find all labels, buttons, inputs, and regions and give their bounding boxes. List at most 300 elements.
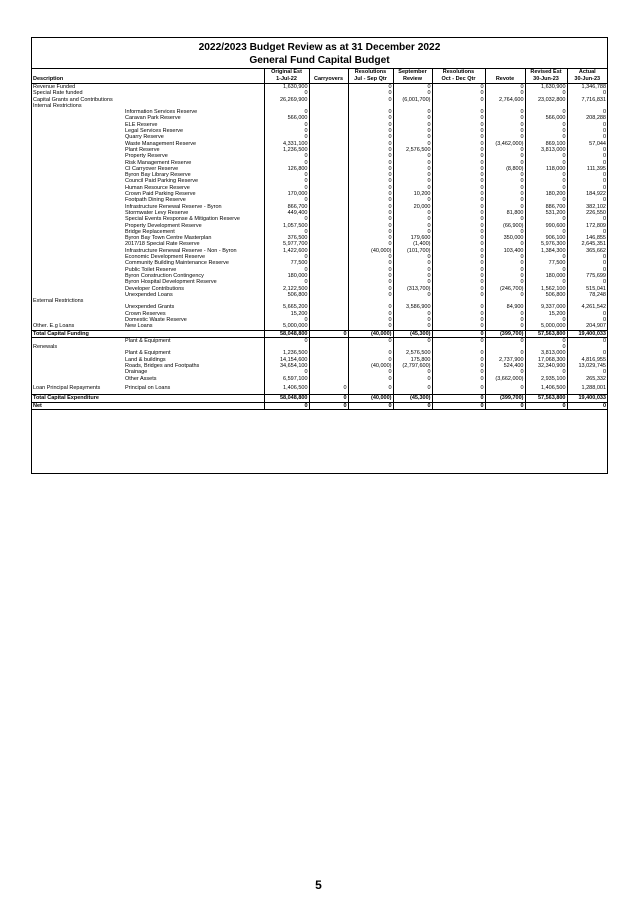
cell-value: 0 <box>567 337 607 344</box>
cell-value: 0 <box>393 369 432 375</box>
cell-value: 0 <box>432 279 485 285</box>
cell-value: 0 <box>567 350 607 356</box>
cell-value: 0 <box>348 369 393 375</box>
report-subtitle: General Fund Capital Budget <box>249 55 390 66</box>
cell-value: 0 <box>393 141 432 147</box>
cell-value: 0 <box>485 385 525 391</box>
cell-value: 103,400 <box>485 248 525 254</box>
cell-value: (40,000) <box>348 395 393 402</box>
cell-value: 0 <box>348 166 393 172</box>
cell-value: (45,300) <box>393 330 432 337</box>
cell-value: 0 <box>485 122 525 128</box>
cell-value: 0 <box>264 402 309 409</box>
cell-value: 0 <box>264 267 309 273</box>
cell-value: 0 <box>567 128 607 134</box>
row-category: Total Capital Funding <box>32 330 124 337</box>
cell-value: 0 <box>567 216 607 222</box>
cell-value: 0 <box>393 84 432 91</box>
row-label: Crown Paid Parking Reserve <box>125 191 196 198</box>
cell-value: 0 <box>264 128 309 134</box>
cell-value: 0 <box>525 128 567 134</box>
cell-value: 6,597,100 <box>264 376 309 382</box>
cell-value <box>309 84 348 91</box>
cell-value: 0 <box>432 395 485 402</box>
cell-value: 0 <box>525 229 567 235</box>
row-label: Plant & Equipment <box>125 350 171 357</box>
cell-value: 57,044 <box>567 141 607 147</box>
col-description-header: Description <box>32 76 124 84</box>
cell-value: 0 <box>525 197 567 203</box>
cell-value: 5,000,000 <box>525 323 567 330</box>
row-label: Information Services Reserve <box>125 109 198 116</box>
cell-value: 0 <box>567 122 607 128</box>
col-actual-header: Actual <box>567 69 607 77</box>
cell-value: 0 <box>432 254 485 260</box>
cell-value: 0 <box>348 197 393 203</box>
cell-value: 0 <box>485 147 525 153</box>
cell-value: 0 <box>348 134 393 140</box>
cell-value: 0 <box>393 260 432 266</box>
cell-value: 0 <box>432 204 485 210</box>
cell-value: 2,737,900 <box>485 357 525 363</box>
cell-value: 0 <box>432 153 485 159</box>
cell-value: 0 <box>393 402 432 409</box>
cell-value: 0 <box>393 134 432 140</box>
cell-value: 0 <box>348 323 393 330</box>
cell-value: 0 <box>567 369 607 375</box>
cell-value: 869,100 <box>525 141 567 147</box>
cell-value: 19,400,033 <box>567 395 607 402</box>
header-row-2: Description 1-Jul-22 Carryovers Jul - Sep Qtr Review Oct - Dec Qtr Revote 30-Jun-23 30-Jun-23 <box>32 76 607 84</box>
cell-value: 506,800 <box>525 292 567 298</box>
cell-value: 0 <box>525 109 567 115</box>
col-revote-header: Revote <box>485 76 525 84</box>
cell-value: 170,000 <box>264 191 309 197</box>
cell-value: 0 <box>485 185 525 191</box>
cell-value: 10,200 <box>393 191 432 197</box>
cell-value: 0 <box>485 178 525 184</box>
cell-value: 906,100 <box>525 235 567 241</box>
cell-value: 0 <box>432 90 485 96</box>
row-label: Unexpended Loans <box>125 291 173 298</box>
cell-value: 58,048,800 <box>264 395 309 402</box>
cell-value: 0 <box>348 153 393 159</box>
cell-value: 0 <box>264 185 309 191</box>
cell-value: 0 <box>348 402 393 409</box>
row-label: Land & buildings <box>125 356 166 363</box>
cell-value: 78,248 <box>567 292 607 298</box>
cell-value: 0 <box>485 191 525 197</box>
cell-value: 118,000 <box>525 166 567 172</box>
col-resolutions-q1-header: Resolutions <box>348 69 393 77</box>
cell-value: 0 <box>264 197 309 203</box>
cell-value: 0 <box>432 141 485 147</box>
cell-value: 0 <box>432 369 485 375</box>
cell-value: 19,400,033 <box>567 330 607 337</box>
cell-value: 0 <box>348 311 393 317</box>
cell-value: 175,800 <box>393 357 432 363</box>
cell-value: 866,700 <box>264 204 309 210</box>
cell-value: 0 <box>567 317 607 323</box>
cell-value: 0 <box>393 90 432 96</box>
row-label: New Loans <box>125 323 153 330</box>
cell-value: 1,057,500 <box>264 223 309 229</box>
cell-value: 0 <box>264 279 309 285</box>
cell-value: 0 <box>485 229 525 235</box>
cell-value: (40,000) <box>348 330 393 337</box>
row-label: Special Events Response & Mitigation Reserve <box>125 216 240 223</box>
row-label: Community Building Maintenance Reserve <box>125 260 229 267</box>
row-category: Total Capital Expenditure <box>32 395 124 402</box>
cell-value: 0 <box>525 279 567 285</box>
cell-value: 990,600 <box>525 223 567 229</box>
cell-value: (6,001,700) <box>393 97 432 103</box>
cell-value: 0 <box>393 160 432 166</box>
row-label: Council Paid Parking Reserve <box>125 178 199 185</box>
cell-value: 0 <box>348 191 393 197</box>
cell-value: 2,764,600 <box>485 97 525 103</box>
cell-value: 0 <box>525 172 567 178</box>
cell-value: 0 <box>485 84 525 91</box>
row-label: Roads, Bridges and Footpaths <box>125 363 200 370</box>
cell-value: 0 <box>264 229 309 235</box>
cell-value: 1,630,900 <box>525 84 567 91</box>
cell-value: 0 <box>432 317 485 323</box>
cell-value: 0 <box>567 90 607 96</box>
cell-value: 0 <box>485 90 525 96</box>
col-carryovers-header: Carryovers <box>309 76 348 84</box>
cell-value: 0 <box>432 191 485 197</box>
row-category: Special Rate funded <box>33 90 83 97</box>
cell-value: 0 <box>432 109 485 115</box>
cell-value: 184,922 <box>567 191 607 197</box>
cell-value: 0 <box>432 97 485 103</box>
cell-value: 0 <box>348 279 393 285</box>
cell-value: 0 <box>432 166 485 172</box>
cell-value: 0 <box>432 210 485 216</box>
cell-value: 5,977,700 <box>264 241 309 247</box>
row-category: Loan Principal Repayments <box>33 384 101 391</box>
cell-value: 0 <box>264 90 309 96</box>
cell-value: 506,800 <box>264 292 309 298</box>
cell-value: 0 <box>567 178 607 184</box>
cell-value: 0 <box>567 229 607 235</box>
cell-value: 0 <box>525 185 567 191</box>
cell-value: 1,406,500 <box>264 385 309 391</box>
cell-value: 204,907 <box>567 323 607 330</box>
cell-value: 0 <box>393 210 432 216</box>
cell-value: 0 <box>432 376 485 382</box>
row-category: External Restrictions <box>33 298 84 305</box>
net-row <box>32 402 607 409</box>
cell-value: 0 <box>348 172 393 178</box>
cell-value: 524,400 <box>485 363 525 369</box>
cell-value: 0 <box>525 122 567 128</box>
row-category <box>32 337 124 344</box>
cell-value: 0 <box>432 229 485 235</box>
row-label: Unexpended Grants <box>125 304 175 311</box>
cell-value: 0 <box>348 292 393 298</box>
cell-value: 0 <box>432 122 485 128</box>
report-title: 2022/2023 Budget Review as at 31 December 2022 <box>198 42 441 53</box>
cell-value: (1,400) <box>393 241 432 247</box>
cell-value: 0 <box>348 84 393 91</box>
cell-value: 0 <box>348 109 393 115</box>
cell-value: 0 <box>432 197 485 203</box>
row-label: Byron Construction Contingency <box>125 272 204 279</box>
cell-value: 4,261,542 <box>567 304 607 310</box>
row-label: Risk Management Reserve <box>125 159 192 166</box>
row-label: Byron Bay Town Centre Masterplan <box>125 235 212 242</box>
cell-value: 0 <box>432 115 485 121</box>
cell-value: (399,700) <box>485 395 525 402</box>
cell-value: 0 <box>567 160 607 166</box>
cell-value: 886,700 <box>525 204 567 210</box>
cell-value: 5,000,000 <box>264 323 309 330</box>
cell-value: 0 <box>348 97 393 103</box>
cell-value: 0 <box>567 147 607 153</box>
cell-value: (2,797,600) <box>393 363 432 369</box>
row-label: Property Reserve <box>125 153 168 160</box>
cell-value: 0 <box>393 223 432 229</box>
row-label <box>124 395 264 402</box>
cell-value <box>309 337 348 344</box>
cell-value: 0 <box>309 402 348 409</box>
cell-value: 0 <box>485 279 525 285</box>
row-category: Revenue Funded <box>33 84 76 90</box>
cell-value: 0 <box>525 153 567 159</box>
cell-value: 0 <box>567 311 607 317</box>
cell-value: 0 <box>432 292 485 298</box>
cell-value: 0 <box>393 323 432 330</box>
cell-value: (45,300) <box>393 395 432 402</box>
cell-value: 0 <box>432 311 485 317</box>
cell-value: 0 <box>485 337 525 344</box>
row-label: Plant & Equipment <box>125 337 171 344</box>
cell-value: 0 <box>264 317 309 323</box>
cell-value: 146,855 <box>567 235 607 241</box>
cell-value: 0 <box>432 337 485 344</box>
cell-value: 376,500 <box>264 235 309 241</box>
cell-value: 0 <box>567 134 607 140</box>
row-label: Caravan Park Reserve <box>125 115 181 122</box>
cell-value: 0 <box>393 311 432 317</box>
cell-value: 5,665,200 <box>264 304 309 310</box>
cell-value: 32,340,900 <box>525 363 567 369</box>
cell-value: 20,000 <box>393 204 432 210</box>
cell-value: (66,900) <box>485 223 525 229</box>
cell-value: 0 <box>432 323 485 330</box>
cell-value: 0 <box>309 385 348 391</box>
row-label: Waste Management Reserve <box>125 140 197 147</box>
cell-value: 0 <box>393 109 432 115</box>
cell-value: 17,068,300 <box>525 357 567 363</box>
cell-value: 0 <box>393 229 432 235</box>
cell-value: 1,562,100 <box>525 286 567 292</box>
page-number: 5 <box>315 878 322 892</box>
cell-value: 0 <box>485 317 525 323</box>
row-label <box>124 330 264 337</box>
cell-value: 0 <box>485 134 525 140</box>
cell-value: 81,800 <box>485 210 525 216</box>
cell-value: 0 <box>348 304 393 310</box>
cell-value: 0 <box>348 267 393 273</box>
cell-value: 0 <box>264 178 309 184</box>
cell-value: 0 <box>432 134 485 140</box>
cell-value: 0 <box>264 109 309 115</box>
cell-value: 4,816,955 <box>567 357 607 363</box>
cell-value: 0 <box>432 216 485 222</box>
cell-value: 0 <box>567 260 607 266</box>
cell-value: 0 <box>485 273 525 279</box>
cell-value <box>309 323 348 330</box>
cell-value: 1,288,001 <box>567 385 607 391</box>
cell-value: 15,200 <box>525 311 567 317</box>
cell-value: 0 <box>485 115 525 121</box>
cell-value: 111,395 <box>567 166 607 172</box>
cell-value: 515,041 <box>567 286 607 292</box>
cell-value: 0 <box>393 385 432 391</box>
row-label: Footpath Dining Reserve <box>125 197 186 204</box>
table-body <box>32 84 607 410</box>
cell-value: 14,154,600 <box>264 357 309 363</box>
cell-value: 0 <box>432 357 485 363</box>
cell-value: 0 <box>393 166 432 172</box>
table-row <box>32 337 607 344</box>
row-label: Crown Reserves <box>125 310 166 317</box>
cell-value: 0 <box>525 337 567 344</box>
cell-value: 0 <box>393 376 432 382</box>
row-label: Infrastructure Renewal Reserve - Non - Byron <box>125 247 237 254</box>
cell-value: 0 <box>348 385 393 391</box>
row-label: Economic Development Reserve <box>125 254 206 261</box>
cell-value: 0 <box>485 204 525 210</box>
cell-value: 0 <box>393 267 432 273</box>
cell-value: 0 <box>393 122 432 128</box>
cell-value: 365,662 <box>567 248 607 254</box>
row-label: CI Carryover Reserve <box>125 165 179 172</box>
cell-value: 0 <box>393 279 432 285</box>
cell-value: 0 <box>485 292 525 298</box>
row-label: Public Toilet Reserve <box>125 266 177 273</box>
cell-value: 0 <box>264 369 309 375</box>
cell-value: 77,500 <box>525 260 567 266</box>
cell-value: 0 <box>393 178 432 184</box>
cell-value: 26,269,900 <box>264 97 309 103</box>
cell-value: 0 <box>485 402 525 409</box>
cell-value: 0 <box>432 385 485 391</box>
row-label: Legal Services Reserve <box>125 128 184 135</box>
cell-value: 0 <box>393 128 432 134</box>
row-label <box>124 402 264 409</box>
cell-value: 3,586,900 <box>393 304 432 310</box>
cell-value: 0 <box>264 134 309 140</box>
cell-value: 0 <box>264 153 309 159</box>
row-label: Quarry Reserve <box>125 134 164 141</box>
cell-value: 0 <box>432 172 485 178</box>
cell-value: 0 <box>393 185 432 191</box>
cell-value: 0 <box>348 350 393 356</box>
col-september-header: September <box>393 69 432 77</box>
cell-value: (40,000) <box>348 363 393 369</box>
cell-value: 449,400 <box>264 210 309 216</box>
cell-value: 0 <box>485 369 525 375</box>
cell-value: 0 <box>348 235 393 241</box>
cell-value: 208,288 <box>567 115 607 121</box>
cell-value: 0 <box>485 128 525 134</box>
cell-value: (246,700) <box>485 286 525 292</box>
cell-value: 0 <box>348 160 393 166</box>
cell-value: 0 <box>525 344 567 350</box>
total-row <box>32 330 607 337</box>
cell-value: 0 <box>432 223 485 229</box>
cell-value: 0 <box>567 197 607 203</box>
cell-value: 0 <box>348 260 393 266</box>
cell-value: 0 <box>348 273 393 279</box>
cell-value: 179,600 <box>393 235 432 241</box>
cell-value: 0 <box>485 311 525 317</box>
table-row <box>32 323 607 330</box>
cell-value: 0 <box>567 267 607 273</box>
cell-value: 58,048,800 <box>264 330 309 337</box>
cell-value: 34,654,100 <box>264 363 309 369</box>
cell-value: 0 <box>264 160 309 166</box>
row-label: Principal on Loans <box>125 384 171 391</box>
cell-value: 0 <box>567 109 607 115</box>
cell-value: 0 <box>525 317 567 323</box>
table-row <box>32 84 607 91</box>
cell-value: 226,550 <box>567 210 607 216</box>
cell-value: 13,029,745 <box>567 363 607 369</box>
total-row <box>32 395 607 402</box>
cell-value: (3,462,000) <box>485 141 525 147</box>
cell-value: 0 <box>348 122 393 128</box>
header-row-1 <box>32 69 607 77</box>
cell-value: 0 <box>567 185 607 191</box>
col-revised-est-header: Revised Est <box>525 69 567 77</box>
cell-value: (40,000) <box>348 248 393 254</box>
cell-value: 0 <box>393 273 432 279</box>
cell-value: 0 <box>525 178 567 184</box>
cell-value: 0 <box>309 330 348 337</box>
cell-value: 0 <box>432 84 485 91</box>
row-label: ELE Reserve <box>125 121 158 128</box>
cell-value: 350,000 <box>485 235 525 241</box>
cell-value: 0 <box>432 273 485 279</box>
cell-value: 0 <box>348 147 393 153</box>
cell-value: 566,000 <box>264 115 309 121</box>
row-category: Capital Grants and Contributions <box>33 96 113 103</box>
row-label <box>124 84 264 91</box>
col-original-est-header: Original Est <box>264 69 309 77</box>
cell-value: 0 <box>432 128 485 134</box>
cell-value: 0 <box>309 395 348 402</box>
cell-value: 0 <box>485 267 525 273</box>
row-category: Net <box>32 402 124 409</box>
cell-value: (101,700) <box>393 248 432 254</box>
cell-value: 0 <box>485 241 525 247</box>
cell-value: 126,800 <box>264 166 309 172</box>
cell-value: 382,102 <box>567 204 607 210</box>
cell-value: 0 <box>348 254 393 260</box>
cell-value: 566,000 <box>525 115 567 121</box>
cell-value: 0 <box>348 128 393 134</box>
cell-value: 23,032,800 <box>525 97 567 103</box>
cell-value: 0 <box>393 216 432 222</box>
cell-value: 0 <box>348 204 393 210</box>
cell-value: 0 <box>432 363 485 369</box>
cell-value: 0 <box>264 254 309 260</box>
